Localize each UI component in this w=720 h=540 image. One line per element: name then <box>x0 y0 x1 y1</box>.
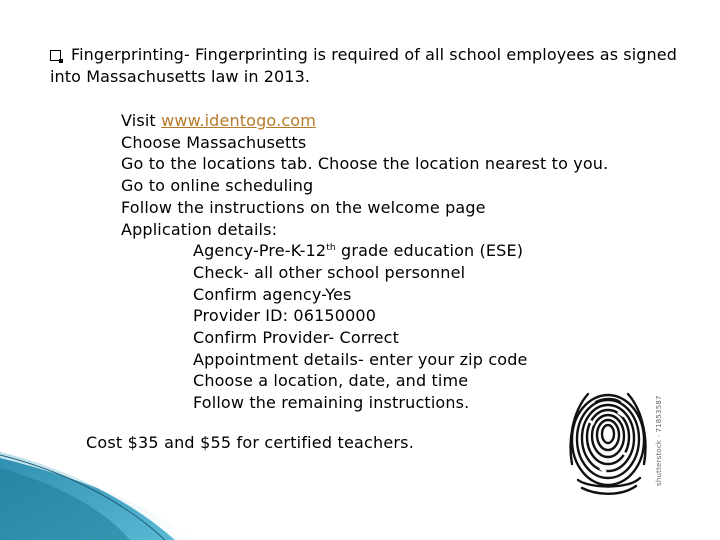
detail-confirm-agency: Confirm agency-Yes <box>193 284 352 304</box>
fingerprint-icon <box>558 372 658 502</box>
stock-watermark: shutterstock · 71853587 <box>655 395 663 486</box>
step-visit: Visit www.identogo.com <box>121 111 316 130</box>
cost-note: Cost $35 and $55 for certified teachers. <box>86 433 414 452</box>
detail-remaining: Follow the remaining instructions. <box>193 393 470 413</box>
checkbox-bullet-icon <box>50 50 61 61</box>
step-application-details: Application details: <box>121 219 278 239</box>
step-choose-state: Choose Massachusetts <box>121 132 307 152</box>
step-online-scheduling: Go to online scheduling <box>121 176 314 196</box>
detail-check: Check- all other school personnel <box>193 262 466 282</box>
identogo-link[interactable]: www.identogo.com <box>161 111 316 130</box>
instruction-list <box>121 110 681 414</box>
detail-provider-id: Provider ID: 06150000 <box>193 306 377 326</box>
detail-confirm-provider: Confirm Provider- Correct <box>193 328 400 348</box>
step-locations-tab: Go to the locations tab. Choose the location nearest to you. <box>121 154 609 174</box>
detail-agency: Agency-Pre-K-12th grade education (ESE) <box>193 241 524 261</box>
detail-choose-location: Choose a location, date, and time <box>193 371 469 391</box>
heading-text: Fingerprinting- Fingerprinting is required of all school employees as signed into Massachusetts law in 2013. <box>50 45 677 86</box>
slide-heading <box>50 44 690 88</box>
detail-appointment: Appointment details- enter your zip code <box>193 349 528 369</box>
step-welcome-page: Follow the instructions on the welcome page <box>121 197 486 217</box>
